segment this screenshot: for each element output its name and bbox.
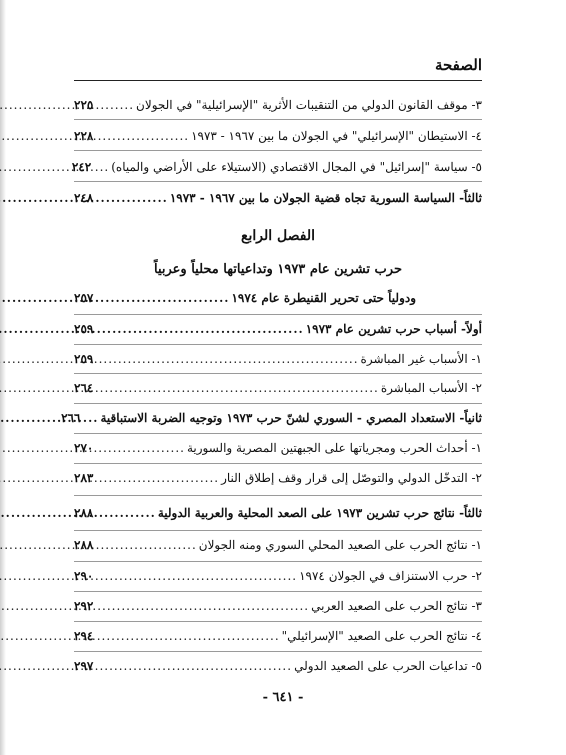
toc-page-number: ٢٧٠ (74, 441, 94, 455)
toc-leader-dots (93, 160, 109, 174)
toc-entry-text: ثالثاً- نتائج حرب تشرين ١٩٧٣ على الصعد المحلية والعربية الدولية (157, 506, 482, 520)
toc-section-heading (74, 506, 482, 520)
toc-entry-text: أولاً- أسباب حرب تشرين عام ١٩٧٣ (305, 322, 482, 336)
row-rule (74, 403, 482, 404)
toc-leader-dots (95, 569, 297, 583)
toc-leader-dots (82, 411, 98, 425)
toc-section-heading (61, 411, 482, 425)
toc-page-number: ٢٨٨ (74, 538, 94, 552)
toc-leader-dots (95, 629, 279, 643)
row-rule (74, 119, 482, 120)
row-rule (74, 181, 482, 182)
toc-entry-text: ٢- الأسباب المباشرة (380, 381, 482, 395)
toc-entry (74, 599, 482, 613)
toc-leader-dots (95, 352, 358, 366)
toc-page-number: ٢٩٧ (74, 659, 94, 673)
toc-entry (74, 471, 482, 485)
toc-entry-text: ٤- نتائج الحرب على الصعيد "الإسرائيلي" (281, 629, 482, 643)
toc-entry (74, 659, 482, 673)
toc-entry (74, 441, 482, 455)
toc-entry-text: ٣- موقف القانون الدولي من التنقيبات الأثرية "الإسرائيلية" في الجولان (136, 98, 482, 112)
toc-leader-dots (95, 322, 303, 336)
toc-entry-text: ١- نتائج الحرب على الصعيد المحلي السوري ومنه الجولان (198, 538, 482, 552)
toc-page-number: ٢٤٨ (74, 191, 94, 205)
toc-leader-dots (95, 381, 379, 395)
toc-entry (74, 569, 482, 583)
toc-page-number: ٢٩٤ (74, 629, 94, 643)
toc-entry-text: ١- الأسباب غير المباشرة (360, 352, 482, 366)
toc-page-number: ٢٢٨ (74, 129, 94, 143)
toc-entry-text: ٣- نتائج الحرب على الصعيد العربي (311, 599, 482, 613)
row-rule (74, 561, 482, 562)
toc-leader-dots (95, 98, 134, 112)
toc-leader-dots (95, 538, 196, 552)
header-rule (74, 80, 482, 81)
toc-page-number: ٢٢٥ (74, 98, 94, 112)
row-rule (74, 373, 482, 374)
toc-entry-text: ٢- التدخّل الدولي والتوصّل إلى قرار وقف إطلاق النار (221, 471, 482, 485)
toc-leader-dots (95, 441, 185, 455)
chapter-heading-entry (74, 291, 416, 305)
toc-page-number: ٢٩٠ (74, 569, 94, 583)
footer-page-number: - ٦٤١ - (262, 690, 304, 705)
toc-section-heading (74, 191, 482, 205)
toc-page-number: ٢٥٩ (74, 352, 94, 366)
toc-page-number: ٢٨٨ (74, 506, 94, 520)
toc-leader-dots (95, 471, 219, 485)
toc-entry-text: ثالثاً- السياسة السورية تجاه قضية الجولان ما بين ١٩٦٧ - ١٩٧٣ (169, 191, 482, 205)
toc-entry-text: ٢- حرب الاستنزاف في الجولان ١٩٧٤ (299, 569, 482, 583)
toc-leader-dots (95, 191, 167, 205)
chapter-heading-line1: حرب تشرين عام ١٩٧٣ وتداعياتها محلياً وعربياً (153, 262, 402, 277)
row-rule (74, 433, 482, 434)
toc-page-number: ٢٤٢ (71, 160, 92, 174)
row-rule (74, 495, 482, 496)
toc-entry-text: ٥- تداعيات الحرب على الصعيد الدولي (294, 659, 482, 673)
toc-leader-dots (95, 506, 155, 520)
toc-entry (71, 160, 482, 174)
row-rule (74, 621, 482, 622)
toc-entry (74, 629, 482, 643)
row-rule (74, 463, 482, 464)
row-rule (74, 651, 482, 652)
toc-entry (74, 98, 482, 112)
row-rule (74, 344, 482, 345)
toc-entry (74, 352, 482, 366)
toc-entry (74, 381, 482, 395)
toc-page-number: ٢٦٦ (61, 411, 81, 425)
row-rule (74, 314, 482, 315)
toc-page-number: ٢٥٩ (74, 322, 94, 336)
toc-leader-dots (95, 129, 189, 143)
toc-leader-dots (95, 599, 309, 613)
toc-page-number: ٢٨٣ (74, 471, 94, 485)
toc-entry (74, 129, 482, 143)
toc-leader-dots (95, 291, 229, 305)
toc-entry-text: ثانياً- الاستعداد المصري - السوري لشنّ حرب ١٩٧٣ وتوجيه الضربة الاستباقية (100, 411, 482, 425)
toc-entry-text: ٤- الاستيطان "الإسرائيلي" في الجولان ما بين ١٩٦٧ - ١٩٧٣ (191, 129, 482, 143)
chapter-heading-line2: ودولياً حتى تحرير القنيطرة عام ١٩٧٤ (231, 291, 416, 305)
row-rule (74, 591, 482, 592)
toc-page-number: ٢٥٧ (74, 291, 94, 305)
page-column-label: الصفحة (434, 56, 482, 74)
toc-section-heading (74, 322, 482, 336)
chapter-title: الفصل الرابع (241, 228, 315, 244)
toc-page-number: ٢٦٤ (74, 381, 94, 395)
toc-entry (74, 538, 482, 552)
toc-entry-text: ٥- سياسة "إسرائيل" في المجال الاقتصادي (الاستيلاء على الأراضي والمياه) (111, 160, 482, 174)
row-rule (74, 150, 482, 151)
toc-page-number: ٢٩٢ (74, 599, 94, 613)
toc-leader-dots (95, 659, 292, 673)
row-rule (74, 530, 482, 531)
toc-entry-text: ١- أحداث الحرب ومجرياتها على الجبهتين المصرية والسورية (186, 441, 482, 455)
